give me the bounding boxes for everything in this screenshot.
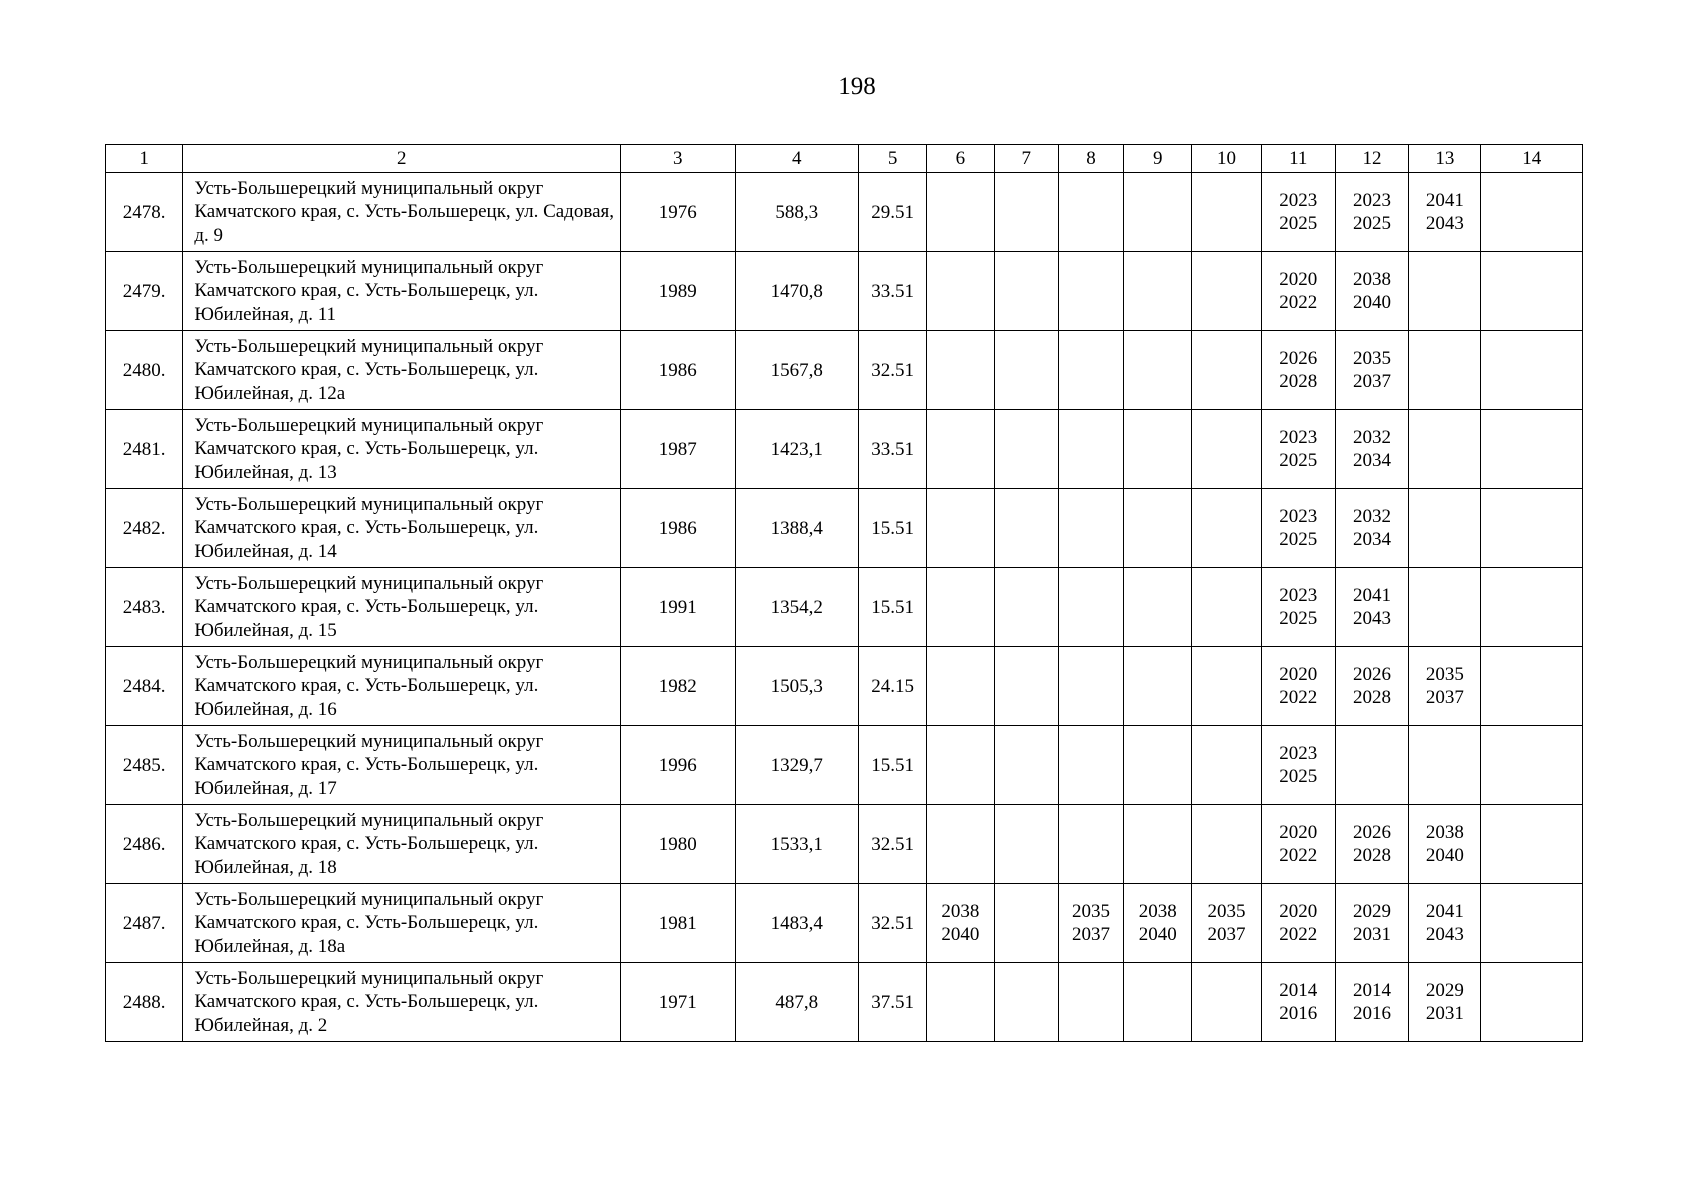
year-range-value: 2016 (1279, 1003, 1318, 1024)
year-range-value: 2041 (1425, 190, 1464, 211)
col13-cell (1409, 331, 1481, 410)
col14-cell (1481, 489, 1583, 568)
col11-cell (1261, 252, 1335, 331)
col7-cell (994, 647, 1058, 726)
col12-cell (1335, 252, 1408, 331)
code-cell: 29.51 (859, 173, 927, 252)
col8-cell (1058, 331, 1123, 410)
year-range-value: 2040 (1425, 845, 1464, 866)
col8-cell (1058, 489, 1123, 568)
row-number-cell: 2478. (106, 173, 183, 252)
col8-cell (1058, 963, 1123, 1042)
year-range-value: 2014 (1279, 980, 1318, 1001)
row-number-cell: 2479. (106, 252, 183, 331)
col9-cell (1124, 805, 1192, 884)
row-number-cell: 2486. (106, 805, 183, 884)
code-cell: 32.51 (859, 884, 927, 963)
year-range-value: 2014 (1353, 980, 1392, 1001)
year-range-value: 2043 (1425, 213, 1464, 234)
col8-cell (1058, 568, 1123, 647)
address-cell: Усть-Большерецкий муниципальный округ Камчатского края, с. Усть-Большерецк, ул. Садовая, д. 9 (183, 173, 621, 252)
address-cell: Усть-Большерецкий муниципальный округ Камчатского края, с. Усть-Большерецк, ул. Юбилейная, д. 13 (183, 410, 621, 489)
col11-cell (1261, 726, 1335, 805)
year-range-value: 2043 (1425, 924, 1464, 945)
year-range-value: 2032 (1353, 506, 1392, 527)
row-number-cell: 2481. (106, 410, 183, 489)
area-cell: 1388,4 (735, 489, 859, 568)
col9-cell (1124, 568, 1192, 647)
year-range-value: 2023 (1279, 190, 1318, 211)
year-range-value: 2037 (1071, 924, 1110, 945)
area-cell: 1483,4 (735, 884, 859, 963)
col14-cell (1481, 805, 1583, 884)
col10-cell (1192, 647, 1261, 726)
col6-cell (927, 805, 994, 884)
year-range-value: 2025 (1353, 213, 1392, 234)
col7-cell (994, 252, 1058, 331)
row-number-cell: 2482. (106, 489, 183, 568)
build-year-cell: 1991 (621, 568, 735, 647)
col11-cell (1261, 805, 1335, 884)
column-header: 3 (621, 145, 735, 173)
area-cell: 1329,7 (735, 726, 859, 805)
year-range-value: 2022 (1279, 845, 1318, 866)
row-number-cell: 2485. (106, 726, 183, 805)
col14-cell (1481, 963, 1583, 1042)
col13-cell (1409, 647, 1481, 726)
area-cell: 1423,1 (735, 410, 859, 489)
column-header: 9 (1124, 145, 1192, 173)
table-row (106, 331, 1583, 410)
col10-cell (1192, 884, 1261, 963)
table-row (106, 410, 1583, 489)
address-cell: Усть-Большерецкий муниципальный округ Камчатского края, с. Усть-Большерецк, ул. Юбилейная, д. 15 (183, 568, 621, 647)
year-range-value: 2025 (1279, 608, 1318, 629)
code-cell: 15.51 (859, 726, 927, 805)
col7-cell (994, 726, 1058, 805)
col11-cell (1261, 410, 1335, 489)
year-range-value: 2016 (1353, 1003, 1392, 1024)
year-range-value: 2028 (1353, 845, 1392, 866)
col8-cell (1058, 805, 1123, 884)
col10-cell (1192, 726, 1261, 805)
build-year-cell: 1981 (621, 884, 735, 963)
col12-cell (1335, 884, 1408, 963)
table-body (106, 173, 1583, 1042)
row-number-cell: 2480. (106, 331, 183, 410)
year-range-value: 2040 (941, 924, 980, 945)
column-header: 6 (927, 145, 994, 173)
col11-cell (1261, 884, 1335, 963)
col6-cell (927, 173, 994, 252)
col7-cell (994, 410, 1058, 489)
col7-cell (994, 331, 1058, 410)
address-cell: Усть-Большерецкий муниципальный округ Камчатского края, с. Усть-Большерецк, ул. Юбилейная, д. 11 (183, 252, 621, 331)
year-range-value: 2037 (1353, 371, 1392, 392)
col12-cell (1335, 726, 1408, 805)
col10-cell (1192, 173, 1261, 252)
col13-cell (1409, 726, 1481, 805)
col11-cell (1261, 331, 1335, 410)
year-range-value: 2040 (1138, 924, 1177, 945)
build-year-cell: 1976 (621, 173, 735, 252)
year-range-value: 2025 (1279, 529, 1318, 550)
year-range-value: 2038 (1138, 901, 1177, 922)
address-cell: Усть-Большерецкий муниципальный округ Камчатского края, с. Усть-Большерецк, ул. Юбилейная, д. 16 (183, 647, 621, 726)
year-range-value: 2035 (1425, 664, 1464, 685)
col13-cell (1409, 568, 1481, 647)
col8-cell (1058, 884, 1123, 963)
year-range-value: 2022 (1279, 292, 1318, 313)
col14-cell (1481, 410, 1583, 489)
col6-cell (927, 884, 994, 963)
year-range-value: 2031 (1353, 924, 1392, 945)
col8-cell (1058, 726, 1123, 805)
build-year-cell: 1980 (621, 805, 735, 884)
col9-cell (1124, 410, 1192, 489)
area-cell: 1354,2 (735, 568, 859, 647)
col10-cell (1192, 489, 1261, 568)
address-cell: Усть-Большерецкий муниципальный округ Камчатского края, с. Усть-Большерецк, ул. Юбилейная, д. 12а (183, 331, 621, 410)
address-cell: Усть-Большерецкий муниципальный округ Камчатского края, с. Усть-Большерецк, ул. Юбилейная, д. 2 (183, 963, 621, 1042)
col12-cell (1335, 805, 1408, 884)
col11-cell (1261, 963, 1335, 1042)
col7-cell (994, 173, 1058, 252)
build-year-cell: 1989 (621, 252, 735, 331)
col9-cell (1124, 726, 1192, 805)
year-range-value: 2020 (1279, 901, 1318, 922)
col14-cell (1481, 331, 1583, 410)
col6-cell (927, 489, 994, 568)
row-number-cell: 2483. (106, 568, 183, 647)
housing-registry-table (105, 144, 1583, 1042)
column-header: 10 (1192, 145, 1261, 173)
column-header: 14 (1481, 145, 1583, 173)
col8-cell (1058, 252, 1123, 331)
col13-cell (1409, 963, 1481, 1042)
year-range-value: 2038 (1425, 822, 1464, 843)
col6-cell (927, 252, 994, 331)
year-range-value: 2025 (1279, 766, 1318, 787)
col12-cell (1335, 410, 1408, 489)
column-header: 12 (1335, 145, 1408, 173)
col12-cell (1335, 173, 1408, 252)
year-range-value: 2025 (1279, 213, 1318, 234)
col14-cell (1481, 173, 1583, 252)
col6-cell (927, 568, 994, 647)
col13-cell (1409, 173, 1481, 252)
col10-cell (1192, 252, 1261, 331)
year-range-value: 2023 (1279, 427, 1318, 448)
col6-cell (927, 726, 994, 805)
address-cell: Усть-Большерецкий муниципальный округ Камчатского края, с. Усть-Большерецк, ул. Юбилейная, д. 18а (183, 884, 621, 963)
code-cell: 32.51 (859, 805, 927, 884)
col7-cell (994, 805, 1058, 884)
col12-cell (1335, 568, 1408, 647)
col14-cell (1481, 647, 1583, 726)
year-range-value: 2025 (1279, 450, 1318, 471)
col7-cell (994, 884, 1058, 963)
year-range-value: 2041 (1353, 585, 1392, 606)
year-range-value: 2038 (941, 901, 980, 922)
col12-cell (1335, 489, 1408, 568)
table-row (106, 173, 1583, 252)
year-range-value: 2020 (1279, 822, 1318, 843)
area-cell: 487,8 (735, 963, 859, 1042)
build-year-cell: 1986 (621, 489, 735, 568)
year-range-value: 2041 (1425, 901, 1464, 922)
year-range-value: 2043 (1353, 608, 1392, 629)
address-cell: Усть-Большерецкий муниципальный округ Камчатского края, с. Усть-Большерецк, ул. Юбилейная, д. 17 (183, 726, 621, 805)
col13-cell (1409, 252, 1481, 331)
year-range-value: 2038 (1353, 269, 1392, 290)
row-number-cell: 2484. (106, 647, 183, 726)
row-number-cell: 2488. (106, 963, 183, 1042)
col9-cell (1124, 647, 1192, 726)
year-range-value: 2023 (1279, 743, 1318, 764)
year-range-value: 2023 (1279, 506, 1318, 527)
col13-cell (1409, 410, 1481, 489)
table-row (106, 963, 1583, 1042)
area-cell: 1470,8 (735, 252, 859, 331)
col14-cell (1481, 568, 1583, 647)
row-number-cell: 2487. (106, 884, 183, 963)
col7-cell (994, 489, 1058, 568)
col7-cell (994, 568, 1058, 647)
year-range-value: 2040 (1353, 292, 1392, 313)
col10-cell (1192, 805, 1261, 884)
table-row (106, 805, 1583, 884)
table-row (106, 252, 1583, 331)
year-range-value: 2035 (1071, 901, 1110, 922)
col12-cell (1335, 647, 1408, 726)
col8-cell (1058, 173, 1123, 252)
year-range-value: 2034 (1353, 529, 1392, 550)
col11-cell (1261, 568, 1335, 647)
col12-cell (1335, 331, 1408, 410)
col9-cell (1124, 963, 1192, 1042)
col11-cell (1261, 173, 1335, 252)
year-range-value: 2032 (1353, 427, 1392, 448)
year-range-value: 2037 (1207, 924, 1246, 945)
code-cell: 37.51 (859, 963, 927, 1042)
col9-cell (1124, 884, 1192, 963)
code-cell: 24.15 (859, 647, 927, 726)
year-range-value: 2028 (1279, 371, 1318, 392)
year-range-value: 2028 (1353, 687, 1392, 708)
code-cell: 33.51 (859, 410, 927, 489)
col10-cell (1192, 410, 1261, 489)
table-row (106, 647, 1583, 726)
column-header: 13 (1409, 145, 1481, 173)
col6-cell (927, 647, 994, 726)
column-header: 7 (994, 145, 1058, 173)
col6-cell (927, 410, 994, 489)
area-cell: 1505,3 (735, 647, 859, 726)
code-cell: 33.51 (859, 252, 927, 331)
col8-cell (1058, 647, 1123, 726)
year-range-value: 2022 (1279, 687, 1318, 708)
year-range-value: 2022 (1279, 924, 1318, 945)
col9-cell (1124, 489, 1192, 568)
code-cell: 32.51 (859, 331, 927, 410)
year-range-value: 2026 (1353, 822, 1392, 843)
col13-cell (1409, 884, 1481, 963)
build-year-cell: 1982 (621, 647, 735, 726)
address-cell: Усть-Большерецкий муниципальный округ Камчатского края, с. Усть-Большерецк, ул. Юбилейная, д. 18 (183, 805, 621, 884)
column-header: 11 (1261, 145, 1335, 173)
area-cell: 1533,1 (735, 805, 859, 884)
year-range-value: 2020 (1279, 269, 1318, 290)
column-header: 4 (735, 145, 859, 173)
code-cell: 15.51 (859, 568, 927, 647)
col11-cell (1261, 647, 1335, 726)
page-number: 198 (838, 73, 876, 100)
area-cell: 1567,8 (735, 331, 859, 410)
build-year-cell: 1986 (621, 331, 735, 410)
year-range-value: 2023 (1353, 190, 1392, 211)
year-range-value: 2029 (1353, 901, 1392, 922)
build-year-cell: 1987 (621, 410, 735, 489)
col10-cell (1192, 331, 1261, 410)
col6-cell (927, 331, 994, 410)
column-header: 8 (1058, 145, 1123, 173)
col12-cell (1335, 963, 1408, 1042)
col10-cell (1192, 963, 1261, 1042)
col8-cell (1058, 410, 1123, 489)
year-range-value: 2020 (1279, 664, 1318, 685)
col9-cell (1124, 331, 1192, 410)
area-cell: 588,3 (735, 173, 859, 252)
column-header: 2 (183, 145, 621, 173)
col9-cell (1124, 173, 1192, 252)
col14-cell (1481, 726, 1583, 805)
col14-cell (1481, 252, 1583, 331)
year-range-value: 2023 (1279, 585, 1318, 606)
table-row (106, 489, 1583, 568)
year-range-value: 2034 (1353, 450, 1392, 471)
table-row (106, 726, 1583, 805)
col13-cell (1409, 489, 1481, 568)
col9-cell (1124, 252, 1192, 331)
year-range-value: 2035 (1207, 901, 1246, 922)
year-range-value: 2029 (1425, 980, 1464, 1001)
col13-cell (1409, 805, 1481, 884)
column-header: 1 (106, 145, 183, 173)
year-range-value: 2037 (1425, 687, 1464, 708)
build-year-cell: 1971 (621, 963, 735, 1042)
code-cell: 15.51 (859, 489, 927, 568)
year-range-value: 2026 (1279, 348, 1318, 369)
table-row (106, 568, 1583, 647)
col10-cell (1192, 568, 1261, 647)
year-range-value: 2026 (1353, 664, 1392, 685)
column-header: 5 (859, 145, 927, 173)
column-number-header-row (106, 145, 1583, 173)
col7-cell (994, 963, 1058, 1042)
year-range-value: 2035 (1353, 348, 1392, 369)
table-row (106, 884, 1583, 963)
col11-cell (1261, 489, 1335, 568)
col14-cell (1481, 884, 1583, 963)
col6-cell (927, 963, 994, 1042)
address-cell: Усть-Большерецкий муниципальный округ Камчатского края, с. Усть-Большерецк, ул. Юбилейная, д. 14 (183, 489, 621, 568)
build-year-cell: 1996 (621, 726, 735, 805)
year-range-value: 2031 (1425, 1003, 1464, 1024)
